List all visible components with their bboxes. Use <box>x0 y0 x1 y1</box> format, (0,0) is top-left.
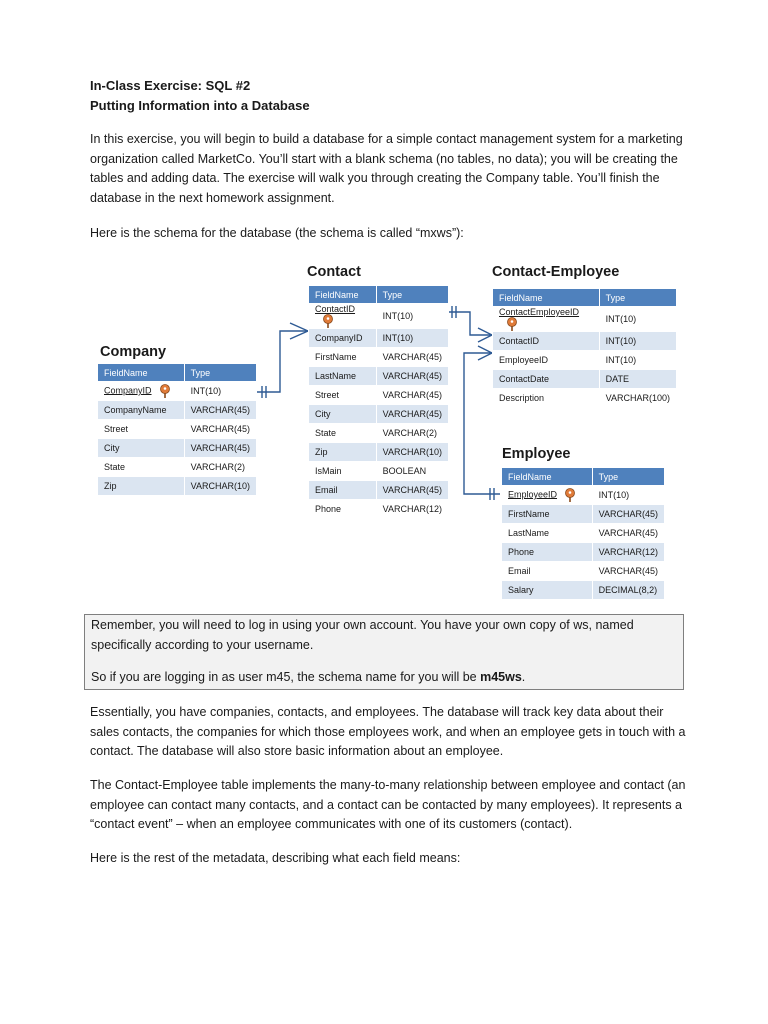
table-row: Phone VARCHAR(12) <box>502 543 665 562</box>
table-row: CompanyID INT(10) <box>98 382 257 401</box>
table-row: Phone VARCHAR(12) <box>309 500 449 519</box>
employee-table-title: Employee <box>502 446 571 462</box>
login-note-box <box>84 614 684 690</box>
contact-employee-table: FieldName Type ContactEmployeeID INT(10) ContactID INT(10) EmployeeID INT(10) ContactDate DATE Description VARCHAR(100) <box>492 288 677 408</box>
table-row: City VARCHAR(45) <box>98 439 257 458</box>
table-row: State VARCHAR(2) <box>98 458 257 477</box>
company-table-title: Company <box>100 344 167 360</box>
table-row: Email VARCHAR(45) <box>502 562 665 581</box>
body-paragraph-2: The Contact-Employee table implements the many-to-many relationship between employee and contact (an employee can contact many contacts, and a contact can be contacted by many employees). It represents a “contact event” – when an employee communicates with one of its customers (contact). <box>90 778 686 831</box>
primary-key-icon <box>158 384 172 398</box>
primary-key-icon <box>505 317 519 331</box>
table-row: Zip VARCHAR(10) <box>309 443 449 462</box>
table-row: ContactID INT(10) <box>309 304 449 329</box>
employee-table: FieldName Type EmployeeID INT(10) FirstName VARCHAR(45) LastName VARCHAR(45) Phone VARCHAR(12) Email VARCHAR(45) Salary DECIMAL(8,2) <box>501 467 665 600</box>
table-row: CompanyName VARCHAR(45) <box>98 401 257 420</box>
table-row: Zip VARCHAR(10) <box>98 477 257 496</box>
table-row: FirstName VARCHAR(45) <box>309 348 449 367</box>
table-row: Street VARCHAR(45) <box>309 386 449 405</box>
table-row: Email VARCHAR(45) <box>309 481 449 500</box>
table-row: CompanyID INT(10) <box>309 329 449 348</box>
company-table: FieldName Type CompanyID INT(10) CompanyName VARCHAR(45) Street VARCHAR(45) City VARCHAR(45) State VARCHAR(2) Zip VARCHAR(10) <box>97 363 257 496</box>
primary-key-icon <box>563 488 577 502</box>
table-row: LastName VARCHAR(45) <box>502 524 665 543</box>
login-note-line2: So if you are logging in as user m45, the schema name for you will be m45ws. <box>91 670 526 684</box>
table-row: ContactID INT(10) <box>493 332 677 351</box>
contact-table-title: Contact <box>307 264 361 280</box>
table-row: State VARCHAR(2) <box>309 424 449 443</box>
table-row: Street VARCHAR(45) <box>98 420 257 439</box>
table-row: IsMain BOOLEAN <box>309 462 449 481</box>
table-row: EmployeeID INT(10) <box>493 351 677 370</box>
schema-intro: Here is the schema for the database (the schema is called “mxws”): <box>90 226 464 240</box>
table-row: ContactDate DATE <box>493 370 677 389</box>
login-note-line1: Remember, you will need to log in using your own account. You have your own copy of ws, named specifically according to your username. <box>91 618 634 652</box>
document-subtitle: Putting Information into a Database <box>90 98 310 113</box>
table-row: City VARCHAR(45) <box>309 405 449 424</box>
table-row: Salary DECIMAL(8,2) <box>502 581 665 600</box>
table-row: Description VARCHAR(100) <box>493 389 677 408</box>
schema-name-example: m45ws <box>480 670 522 684</box>
table-row: FirstName VARCHAR(45) <box>502 505 665 524</box>
table-row: LastName VARCHAR(45) <box>309 367 449 386</box>
metadata-intro: Here is the rest of the metadata, describing what each field means: <box>90 851 461 865</box>
intro-paragraph: In this exercise, you will begin to build a database for a simple contact management system for a marketing organization called MarketCo. You’ll start with a blank schema (no tables, no data); you will be creating the tables and adding data. The exercise will walk you through creating the Company table. You’ll finish the database in the next homework assignment. <box>90 132 683 205</box>
primary-key-icon <box>321 314 335 328</box>
body-paragraph-1: Essentially, you have companies, contacts, and employees. The database will track key data about their sales contacts, the companies for which those employees work, and when an employee gets in touch with a contact. The database will also store basic information about an employee. <box>90 705 686 758</box>
table-row: EmployeeID INT(10) <box>502 486 665 505</box>
contact-employee-table-title: Contact-Employee <box>492 264 620 280</box>
contact-table: FieldName Type ContactID INT(10) CompanyID INT(10) FirstName VARCHAR(45) LastName VARCHAR(45) Street VARCHAR(45) City VARCHAR(45) State VARCHAR(2) Zip VARCHAR(10) IsMain BOOLEAN Email VARCHAR(45) Phone VARCHAR(12) <box>308 285 449 519</box>
table-row: ContactEmployeeID INT(10) <box>493 307 677 332</box>
document-title: In-Class Exercise: SQL #2 <box>90 78 251 93</box>
